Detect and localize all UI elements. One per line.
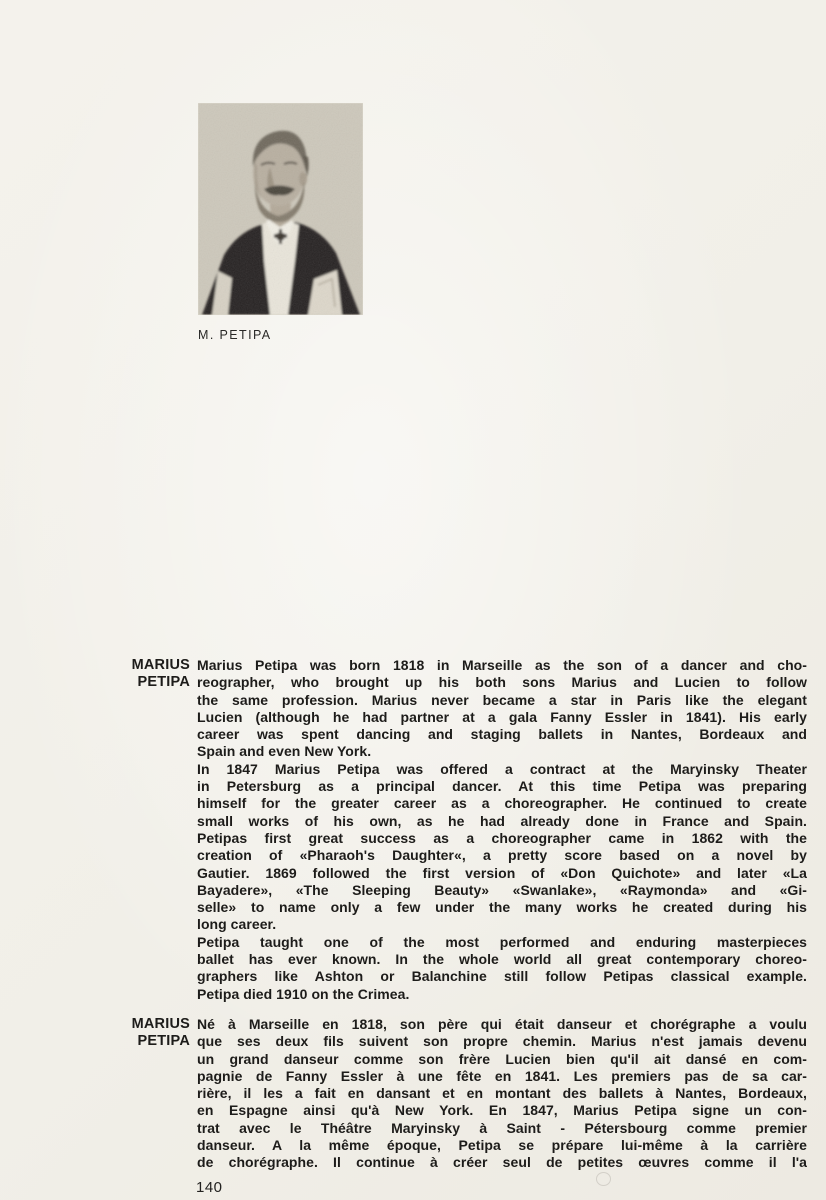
text-line: danseur. A la même époque, Petipa se prépare lui-même à la carrière xyxy=(197,1137,807,1154)
photo-caption: M. PETIPA xyxy=(198,328,272,342)
paragraph xyxy=(197,761,807,934)
text-line: himself for the greater career as a choreographer. He continued to create xyxy=(197,795,807,812)
text-line: reographer, who brought up his both sons Marius and Lucien to follow xyxy=(197,674,807,691)
text-line: Spain and even New York. xyxy=(197,743,372,760)
text-line: de chorégraphe. Il continue à créer seul de petites œuvres comme il l'a xyxy=(197,1154,807,1171)
text-line: In 1847 Marius Petipa was offered a contract at the Maryinsky Theater xyxy=(197,760,807,777)
text-line: Né à Marseille en 1818, son père qui était danseur et chorégraphe a voulu xyxy=(197,1016,807,1032)
page-number: 140 xyxy=(196,1179,223,1196)
text-line: long career. xyxy=(197,916,277,933)
margin-label-line: MARIUS xyxy=(131,1016,190,1032)
text-line: career was spent dancing and staging ballets in Nantes, Bordeaux and xyxy=(197,726,807,743)
portrait-photo xyxy=(198,103,363,315)
text-line: rière, il les a fait en dansant et en montant des ballets à Nantes, Bordeaux, xyxy=(197,1085,807,1102)
body-text-english xyxy=(197,657,807,1003)
text-line: Petipas first great success as a choreographer came in 1862 with the xyxy=(197,829,807,846)
paragraph xyxy=(197,1016,807,1172)
text-line: in Petersburg as a principal dancer. At this time Petipa was preparing xyxy=(197,778,807,795)
portrait-illustration xyxy=(198,103,363,315)
text-line: ballet has ever known. In the whole world all great contemporary choreo- xyxy=(197,951,807,968)
text-line: Marius Petipa was born 1818 in Marseille as the son of a dancer and cho- xyxy=(197,657,807,673)
text-line: Lucien (although he had partner at a gala Fanny Essler in 1841). His early xyxy=(197,708,807,725)
paper-artifact xyxy=(596,1172,611,1186)
text-line: trat avec le Théâtre Maryinsky à Saint - Pétersbourg comme premier xyxy=(197,1119,807,1136)
margin-label-english xyxy=(0,657,190,692)
text-line: Gautier. 1869 followed the first version of «Don Quichote» and later «La xyxy=(197,864,807,881)
margin-label-line: PETIPA xyxy=(137,1033,190,1050)
body-text-french xyxy=(197,1016,807,1172)
margin-label-line: PETIPA xyxy=(137,674,190,691)
text-line: graphers like Ashton or Balanchine still follow Petipas classical example. xyxy=(197,968,807,985)
text-line: en Espagne ainsi qu'à New York. En 1847, Marius Petipa signe un con- xyxy=(197,1102,807,1119)
paragraph xyxy=(197,657,807,761)
text-line: creation of «Pharaoh's Daughter«, a pretty score based on a novel by xyxy=(197,847,807,864)
portrait-figure xyxy=(198,103,363,342)
paragraph xyxy=(197,934,807,1003)
text-line: selle» to name only a few under the many works he created during his xyxy=(197,899,807,916)
text-line: small works of his own, as he had already done in France and Spain. xyxy=(197,812,807,829)
margin-label-french xyxy=(0,1016,190,1051)
text-line: un grand danseur comme son frère Lucien bien qu'il ait dansé en com- xyxy=(197,1050,807,1067)
text-line: que ses deux fils suivent son propre chemin. Marius n'est jamais devenu xyxy=(197,1033,807,1050)
text-line: Petipa died 1910 on the Crimea. xyxy=(197,985,410,1002)
margin-label-line: MARIUS xyxy=(131,657,190,673)
text-line: the same profession. Marius never became a star in Paris like the elegant xyxy=(197,691,807,708)
text-line: pagnie de Fanny Essler à une fête en 1841. Les premiers pas de sa car- xyxy=(197,1067,807,1084)
text-line: Bayadere», «The Sleeping Beauty» «Swanlake», «Raymonda» and «Gi- xyxy=(197,881,807,898)
text-line: Petipa taught one of the most performed and enduring masterpieces xyxy=(197,933,807,950)
